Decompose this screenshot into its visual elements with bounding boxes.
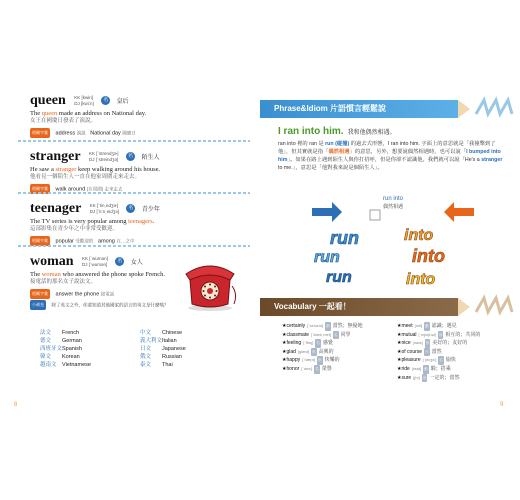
vocab-meaning: 同學 (340, 331, 351, 338)
pencil-tip-icon (458, 100, 470, 118)
illus-word-into: into (404, 227, 434, 244)
phrase-title-translation: 我和他偶然相遇。 (347, 130, 396, 136)
language-item (140, 361, 240, 369)
vocab-item (397, 365, 512, 374)
vocab-row (282, 322, 512, 331)
vocab-item (282, 339, 397, 348)
vocab-meaning: 認識；遇見 (431, 323, 457, 329)
language-zh: 越南文 (40, 362, 57, 368)
kk-phonetic: KK [ˋwʊmən] (82, 255, 108, 261)
phonetics (90, 203, 119, 215)
language-list (40, 329, 240, 369)
meaning: 青少年 (141, 207, 160, 214)
vocab-word: ★certainly (282, 323, 306, 329)
language-en: Russian (162, 354, 182, 360)
highlight-text: I bumped into him (278, 149, 501, 163)
phonetics (82, 256, 108, 268)
language-en: Chinese (162, 330, 183, 336)
vocab-item (397, 331, 512, 340)
part-of-speech-badge: 名 (103, 97, 109, 104)
illus-word-into: into (406, 271, 436, 288)
vocab-phonetic: [ˋhæpɪ] (302, 357, 316, 363)
vocab-item (282, 374, 397, 383)
dotted-divider (18, 245, 250, 247)
highlight-text: stranger (481, 157, 503, 163)
vocab-entry-queen (30, 92, 250, 138)
language-zh: 西班牙文 (40, 346, 63, 352)
paragraph-text: to me.」，意思是「他對我來說是個陌生人」。 (278, 165, 383, 171)
illus-word-run: run (314, 249, 340, 266)
vocab-phonetic: [raɪd] (411, 365, 422, 371)
headword: queen (30, 92, 66, 108)
example-translation: 女王在國慶日發表了演說。 (30, 118, 97, 124)
vocab-phonetic: [ˋfilɪŋ] (303, 340, 314, 346)
language-en: Korean (62, 354, 80, 360)
language-row (40, 337, 240, 345)
language-zh: 韓文 (40, 354, 52, 360)
vocab-phonetic: [glæd] (297, 348, 310, 354)
phrase-idiom-banner: Phrase&Idiom 片語慣言輕鬆說 (260, 100, 458, 118)
language-item (40, 329, 140, 337)
vocab-item (397, 322, 512, 331)
headword: woman (30, 253, 74, 269)
vocab-meaning: 美好的；友好的 (432, 340, 468, 347)
vocab-word: ★sure (397, 374, 412, 381)
vocab-item (282, 356, 397, 365)
dotted-divider (18, 192, 250, 194)
example-sentence: The woman who answered the phone spoke French. (30, 271, 166, 278)
vocab-pos: 形 (425, 339, 431, 348)
highlight-text: 偶然相遇 (328, 149, 350, 155)
vocab-item (282, 365, 397, 374)
related-tag: 相關字彙 (30, 184, 50, 194)
kk-phonetic: KK [ˋstrendʒɚ] (89, 150, 119, 156)
meaning: 女人 (130, 260, 143, 267)
vocab-phonetic: [ˋmjutʃʊəl] (418, 331, 436, 337)
kk-phonetic: KK [ˋtin͵edʒɚ] (89, 202, 119, 208)
language-item (40, 361, 140, 369)
vocab-meaning: 愉快 (445, 357, 456, 364)
vocab-phonetic: [ˋsɝtənlɪ] (307, 323, 324, 328)
language-item (40, 353, 140, 361)
vocab-word: ★honor (282, 365, 300, 372)
vocab-item (282, 322, 397, 331)
illus-word-into: into (412, 246, 445, 266)
language-item (40, 345, 140, 353)
vocab-meaning: 感覺 (322, 340, 333, 347)
vocab-word: ★glad (282, 348, 296, 355)
example-translation: 這部影集在青少年之中非常受歡迎。 (30, 226, 119, 232)
dj-phonetic: DJ [kwi:n] (74, 100, 94, 106)
vocab-word: ★pleasure (397, 357, 421, 364)
vocab-pos: 形 (422, 374, 428, 383)
vocab-entry-stranger (30, 148, 250, 194)
vocab-word: ★happy (282, 357, 301, 364)
example-translation: 他看見一個陌生人一直在他家周圍走來走去。 (30, 174, 141, 180)
meaning: 皇后 (116, 99, 129, 106)
meaning: 陌生人 (141, 155, 160, 162)
dotted-divider (18, 140, 250, 142)
vocab-meaning: 當然；無疑地 (332, 323, 363, 329)
headword: teenager (30, 200, 82, 216)
vocab-word: ★nice (397, 340, 411, 347)
vocab-phonetic: [ˋplɛʒɚ] (422, 357, 437, 363)
vocab-entry-teenager (30, 200, 250, 246)
kk-phonetic: KK [kwin] (74, 94, 94, 100)
highlight-text: run (碰撞) (325, 141, 350, 147)
language-row (40, 361, 240, 369)
language-en: French (62, 330, 80, 336)
vocab-item (282, 348, 397, 357)
language-zh: 中文 (140, 330, 152, 336)
language-zh: 俄文 (140, 354, 152, 360)
example-sentence: The TV series is very popular among teenagers. (30, 218, 155, 225)
vocabulary-banner: Vocabulary 一起看！ (260, 298, 458, 316)
phrase-explanation (278, 140, 508, 172)
vocabulary-list (282, 322, 512, 382)
vocab-meaning: 騎；搭乘 (430, 365, 451, 372)
scribble-decoration (474, 96, 514, 118)
related-words: 相關字彙 popular 受歡迎的 among 在…之中 (32, 238, 135, 245)
language-zh: 德文 (40, 338, 52, 344)
language-en: Thai (162, 362, 173, 368)
example-sentence: He saw a stranger keep walking around his house. (30, 166, 161, 173)
related-words: 相關字彙 walk around (在周圍) 走來走去 (32, 186, 123, 193)
vocab-phonetic: [ˋɑnɚ] (301, 365, 313, 371)
language-item (140, 353, 240, 361)
phonetics (74, 95, 94, 107)
language-item (40, 337, 140, 345)
illus-word-run: run (326, 269, 352, 286)
vocab-pos: 名 (438, 356, 444, 365)
illus-label: run into (382, 196, 404, 202)
language-zh: 義大利文 (140, 338, 163, 344)
vocab-pos: 片 (424, 348, 430, 357)
related-words: 相關字彙 answer the phone 接電話 (32, 291, 115, 298)
headword: stranger (30, 148, 81, 164)
language-item (140, 337, 240, 345)
dj-phonetic: DJ [ˋstreindʒə] (89, 156, 119, 162)
vocab-pos: 名 (315, 339, 321, 348)
related-words: 相關字彙 address 演說 National day 國慶日 (32, 130, 136, 137)
part-of-speech-badge: 名 (128, 205, 134, 212)
phonetics (89, 151, 119, 163)
illus-word-run: run (330, 228, 359, 248)
vocab-row (282, 356, 512, 365)
paragraph-text: ran into 裡的 ran 是 (278, 141, 326, 147)
scribble-decoration (474, 294, 514, 316)
pencil-tip-icon (458, 298, 470, 316)
vocab-entry-woman (30, 253, 180, 310)
vocab-row (282, 374, 512, 383)
vocab-item (397, 356, 512, 365)
vocab-pos: 形 (317, 356, 323, 365)
right-page (260, 70, 516, 418)
language-row (40, 345, 240, 353)
page-number: 8 (14, 402, 18, 408)
vocab-pos: 副 (325, 322, 331, 331)
related-tag: 相關字彙 (30, 289, 50, 299)
vocab-phonetic: [mit] (414, 323, 423, 328)
vocab-word: ★classmate (282, 331, 309, 338)
paragraph-text: 」的意思，另外，想要說偶然相遇時，也可以說「 (349, 149, 467, 155)
language-item (140, 329, 240, 337)
book-spread (4, 70, 516, 418)
vocab-row (282, 365, 512, 374)
vocab-item (397, 348, 512, 357)
language-en: Spanish (62, 346, 82, 352)
example-translation: 接電話的那名女子說法文。 (30, 279, 97, 285)
vocab-item (282, 331, 397, 340)
related-tag: 相關字彙 (30, 236, 50, 246)
vocab-meaning: 榮譽 (321, 365, 332, 372)
vocab-phonetic: [ˋklæs͵met] (311, 331, 331, 337)
language-en: Japanese (162, 346, 186, 352)
vocab-word: ★meet (397, 323, 413, 329)
vocab-row (282, 331, 512, 340)
car-icon (370, 210, 380, 220)
vocab-word: ★of course (397, 348, 423, 355)
supplement-note: 小補充 除了英文之外，你還知道其他國家的語言的英文是什麼嗎？ (30, 300, 180, 310)
vocab-pos: 動 (424, 322, 430, 331)
paragraph-text: 的過去式形態，I ran into him. 字面上的意思就是「我撞擊到了他」，但其實就是指「 (278, 141, 496, 155)
paragraph-text: 」。如果在路上遇到陌生人與你打招呼，但是你卻不認識他，我們就可以說「He's a (287, 157, 482, 163)
vocab-phonetic: [naɪs] (412, 340, 423, 346)
vocab-item (397, 339, 512, 348)
illus-label-zh: 偶然相遇 (382, 204, 404, 210)
vocab-word: ★feeling (282, 340, 302, 347)
language-en: Vietnamese (62, 362, 91, 368)
vocab-meaning: 高興的 (318, 348, 334, 355)
vocab-pos: 形 (438, 331, 444, 340)
part-of-speech-badge: 名 (117, 258, 123, 265)
language-row (40, 329, 240, 337)
vocab-meaning: 相互的；共同的 (445, 331, 481, 338)
page-number: 9 (500, 402, 504, 408)
vocab-word: ★mutual (397, 331, 417, 338)
language-zh: 法文 (40, 330, 52, 336)
vocab-phonetic: [ʃʊr] (413, 374, 420, 380)
vocab-meaning: 當然 (431, 348, 442, 355)
language-row (40, 353, 240, 361)
supplement-tag: 小補充 (30, 300, 46, 310)
dj-phonetic: DJ [ˋti:n͵eidʒə] (89, 208, 119, 214)
vocab-meaning: 快樂的 (324, 357, 340, 364)
run-into-illustration (308, 188, 478, 292)
phrase-title: I ran into him. 我和他偶然相遇。 (278, 126, 396, 137)
vocab-word: ★ride (397, 365, 410, 372)
vocab-pos: 名 (314, 365, 320, 374)
vocab-row (282, 339, 512, 348)
part-of-speech-badge: 名 (127, 153, 133, 160)
language-item (140, 345, 240, 353)
vocab-row (282, 348, 512, 357)
telephone-icon (182, 260, 238, 312)
dj-phonetic: DJ [ˋwumən] (82, 261, 108, 267)
language-zh: 日文 (140, 346, 152, 352)
vocab-pos: 動 (423, 365, 429, 374)
related-tag: 相關字彙 (30, 128, 50, 138)
vocab-item (397, 374, 512, 383)
vocab-meaning: 一定的；當然 (429, 374, 460, 381)
example-sentence: The queen made an address on National day. (30, 110, 147, 117)
language-zh: 泰文 (140, 362, 152, 368)
left-page (4, 70, 260, 418)
vocab-pos: 名 (333, 331, 339, 340)
vocab-pos: 形 (311, 348, 317, 357)
language-en: Italian (162, 338, 177, 344)
language-en: German (62, 338, 82, 344)
